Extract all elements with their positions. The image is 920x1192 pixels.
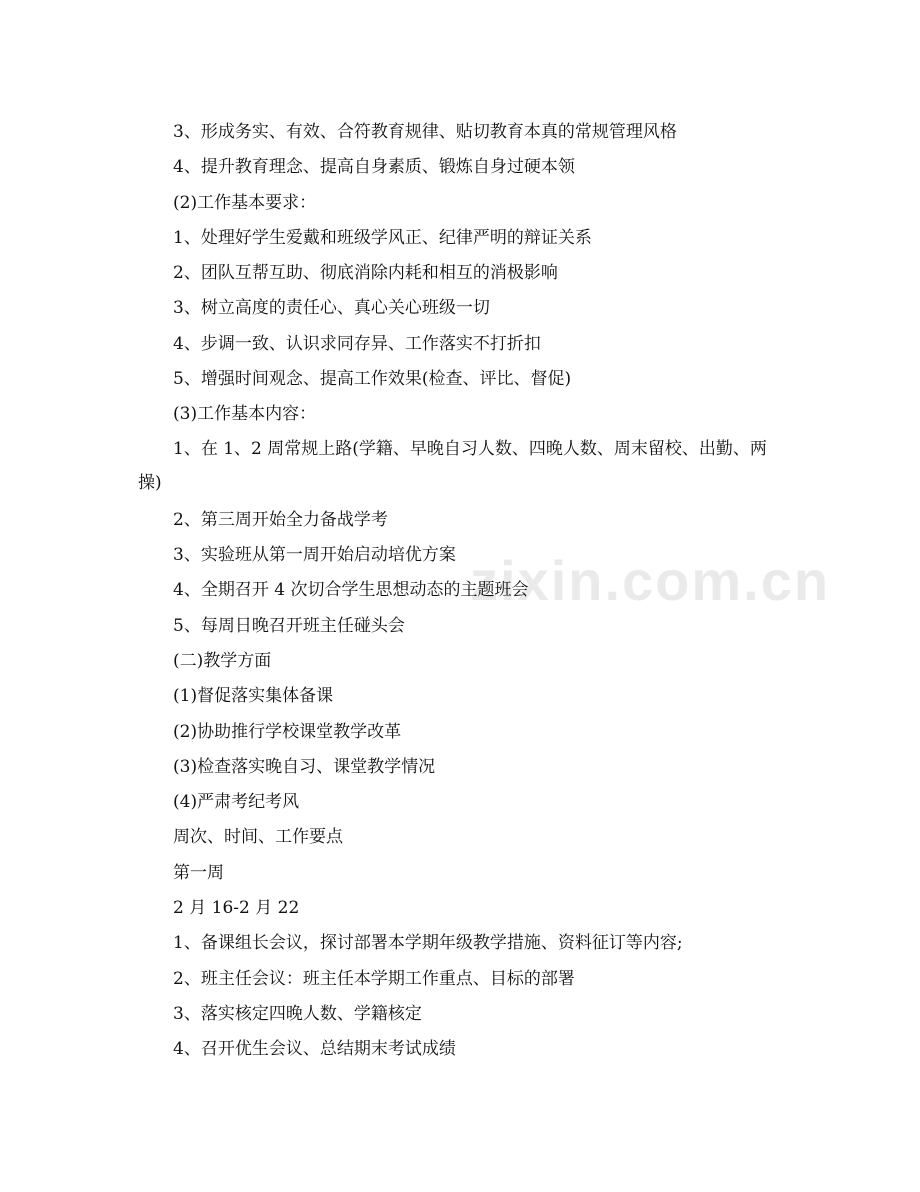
text-line: 2、团队互帮互助、彻底消除内耗和相互的消极影响 bbox=[173, 263, 558, 283]
text-line: 3、落实核定四晚人数、学籍核定 bbox=[173, 1004, 422, 1024]
text-line: (3)检查落实晚自习、课堂教学情况 bbox=[173, 757, 436, 777]
text-line: 3、树立高度的责任心、真心关心班级一切 bbox=[173, 298, 490, 318]
text-line: 5、每周日晚召开班主任碰头会 bbox=[173, 616, 405, 636]
watermark: zixin.com.cn bbox=[470, 549, 831, 612]
text-line: 4、步调一致、认识求同存异、工作落实不打折扣 bbox=[173, 334, 541, 354]
section-heading: (2)工作基本要求： bbox=[173, 193, 317, 213]
text-line: 3、实验班从第一周开始启动培优方案 bbox=[173, 545, 456, 565]
text-line: (2)协助推行学校课堂教学改革 bbox=[173, 722, 402, 742]
text-line: 5、增强时间观念、提高工作效果(检查、评比、督促) bbox=[173, 369, 572, 389]
text-line: (4)严肃考纪考风 bbox=[173, 792, 300, 812]
date-range: 2 月 16-2 月 22 bbox=[173, 898, 300, 918]
text-line: 4、提升教育理念、提高自身素质、锻炼自身过硬本领 bbox=[173, 157, 575, 177]
text-line: 第一周 bbox=[173, 863, 224, 883]
text-line: 1、处理好学生爱戴和班级学风正、纪律严明的辩证关系 bbox=[173, 228, 592, 248]
text-paragraph: 1、在 1、2 周常规上路(学籍、早晚自习人数、四晚人数、周末留校、出勤、两操) bbox=[138, 439, 767, 493]
text-line: 3、形成务实、有效、合符教育规律、贴切教育本真的常规管理风格 bbox=[173, 122, 677, 142]
text-line: (1)督促落实集体备课 bbox=[173, 686, 334, 706]
text-line: 周次、时间、工作要点 bbox=[173, 827, 343, 847]
text-line: 4、召开优生会议、总结期末考试成绩 bbox=[173, 1039, 456, 1059]
text-line: 1、备课组长会议，探讨部署本学期年级教学措施、资料征订等内容; bbox=[173, 933, 683, 953]
section-heading: (3)工作基本内容： bbox=[173, 404, 317, 424]
section-heading: (二)教学方面 bbox=[173, 651, 272, 671]
text-line: 4、全期召开 4 次切合学生思想动态的主题班会 bbox=[173, 580, 529, 600]
text-line: 2、班主任会议：班主任本学期工作重点、目标的部署 bbox=[173, 969, 575, 989]
text-line: 2、第三周开始全力备战学考 bbox=[173, 510, 388, 530]
